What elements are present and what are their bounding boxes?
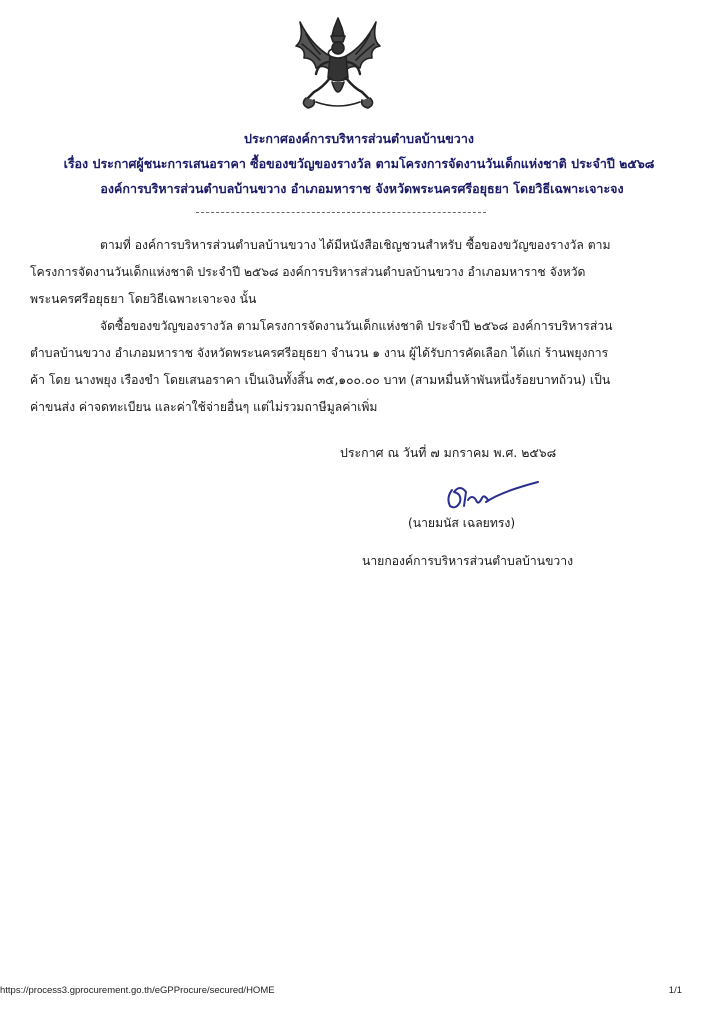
paragraph-2-line: ค้า โดย นางพยุง เรืองขำ โดยเสนอราคา เป็นเงินทั้งสิ้น ๓๕,๑๐๐.๐๐ บาท (สามหมื่นห้าพันหนึ่งร้อยบาทถ้วน) เป็น (30, 373, 611, 387)
garuda-emblem-icon (286, 12, 390, 116)
announce-date: ประกาศ ณ วันที่ ๗ มกราคม พ.ศ. ๒๕๖๘ (340, 445, 557, 460)
page-heading: ประกาศองค์การบริหารส่วนตำบลบ้านขวาง (244, 131, 474, 146)
paragraph-1-line: ตามที่ องค์การบริหารส่วนตำบลบ้านขวาง ได้มีหนังสือเชิญชวนสำหรับ ซื้อของขวัญของรางวัล ตาม (100, 238, 611, 252)
handwritten-signature-icon (440, 478, 544, 514)
title-block (0, 126, 718, 201)
footer-url: https://process3.gprocurement.go.th/eGPProcure/secured/HOME (0, 985, 275, 996)
paragraph-2-line: จัดซื้อของขวัญของรางวัล ตามโครงการจัดงานวันเด็กแห่งชาติ ประจำปี ๒๕๖๘ องค์การบริหารส่วน (100, 319, 613, 333)
subject-line: เรื่อง ประกาศผู้ชนะการเสนอราคา ซื้อของขวัญของรางวัล ตามโครงการจัดงานวันเด็กแห่งชาติ ประจำปี ๒๕๖๘ (63, 156, 655, 171)
separator-line (196, 212, 486, 213)
paragraph-1-line: โครงการจัดงานวันเด็กแห่งชาติ ประจำปี ๒๕๖๘ องค์การบริหารส่วนตำบลบ้านขวาง อำเภอมหาราช จังหวัด (30, 265, 586, 279)
paragraph-1-line: พระนครศรีอยุธยา โดยวิธีเฉพาะเจาะจง นั้น (30, 292, 257, 306)
subject-line-2: องค์การบริหารส่วนตำบลบ้านขวาง อำเภอมหาราช จังหวัดพระนครศรีอยุธยา โดยวิธีเฉพาะเจาะจง (100, 181, 624, 196)
page-number: 1/1 (668, 985, 682, 996)
paragraph-2-line: ค่าขนส่ง ค่าจดทะเบียน และค่าใช้จ่ายอื่นๆ แต่ไม่รวมถาษีมูลค่าเพิ่ม (30, 400, 378, 414)
signer-name: (นายมนัส เฉลยทรง) (408, 516, 516, 530)
paragraph-2-line: ตำบลบ้านขวาง อำเภอมหาราช จังหวัดพระนครศรีอยุธยา จำนวน ๑ งาน ผู้ได้รับการคัดเลือก ได้แก่ ร้านพยุงการ (30, 346, 609, 360)
body-text (30, 232, 688, 421)
signer-title: นายกองค์การบริหารส่วนตำบลบ้านขวาง (362, 554, 574, 568)
